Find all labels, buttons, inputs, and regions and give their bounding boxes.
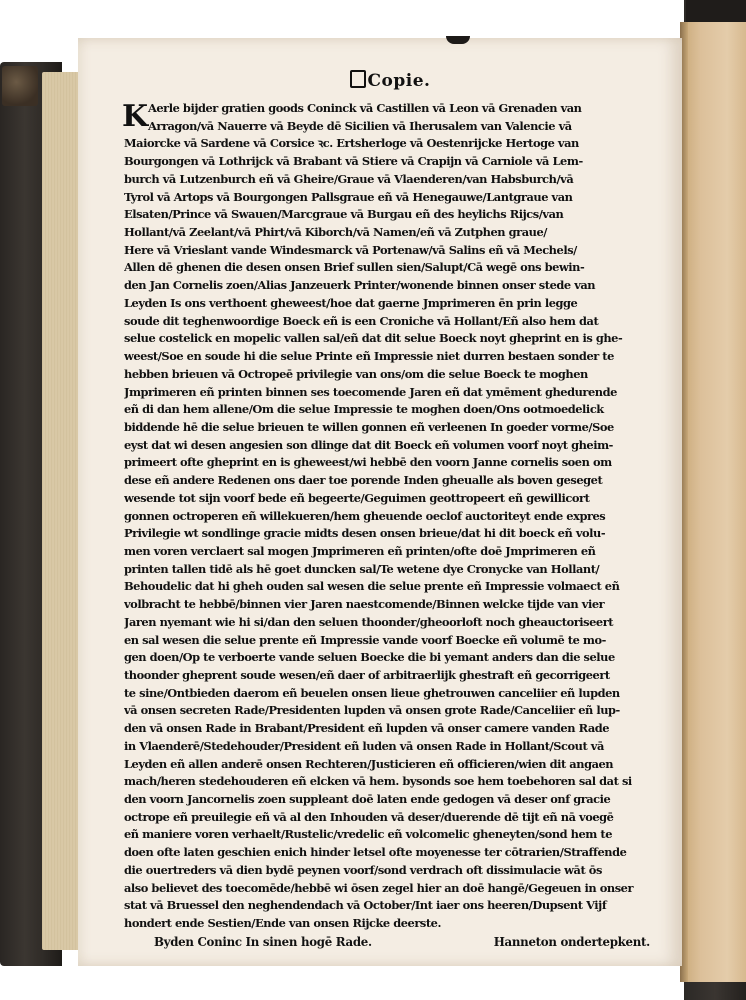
- text-line: Privilegie wt sondlinge gracie midts desen onsen brieue/dat hi dit boeck eñ volu-: [124, 526, 606, 541]
- text-line: den vā onsen Rade in Brabant/President eñ lupden vā onser camere vanden Rade: [124, 721, 610, 736]
- text-line: weest/Soe en soude hi die selue Printe eñ Impressie niet durren bestaen sonder te: [124, 349, 614, 364]
- text-line: den Jan Cornelis zoen/Alias Janzeuerk Printer/wonende binnen onser stede van: [124, 278, 596, 293]
- text-line: Jmprimeren eñ printen binnen ses toecomende Jaren eñ dat ymēment ghedurende: [124, 384, 617, 399]
- text-line: thoonder gheprent soude wesen/eñ daer of arbitraerlijk ghestraft eñ gecorrigeert: [124, 668, 610, 682]
- text-line: biddende hē die selue brieuen te willen gonnen eñ verleenen In goeder vorme/Soe: [124, 419, 614, 434]
- text-line: also believet des toecomēde/hebbē wi ōsen zegel hier an doē hangē/Gegeuen in onser: [124, 880, 633, 895]
- text-line: burch vā Lutzenburch eñ vā Gheire/Graue vā Vlaenderen/van Habsburch/vā: [124, 171, 574, 186]
- text-line: en sal wesen die selue prente eñ Impressie vande voorf Boecke eñ volumē te mo-: [124, 632, 606, 647]
- text-line: Here vā Vrieslant vande Windesmarck vā Portenaw/vā Salins eñ vā Mechels/: [124, 242, 577, 257]
- text-line: Tyrol vā Artops vā Bourgongen Pallsgraue eñ vā Henegauwe/Lantgraue van: [124, 189, 573, 204]
- text-line: octrope eñ preuilegie eñ vā al den Inhouden vā deser/duerende dē tijt eñ nā voegē: [124, 809, 614, 824]
- text-line: hebben brieuen vā Octropeē privilegie van ons/om die selue Boeck te moghen: [124, 366, 588, 381]
- text-line: Jaren nyemant wie hi si/dan den seluen thoonder/gheoorloft noch gheauctoriseert: [124, 614, 614, 629]
- text-line: selue costelick en mopelic vallen sal/eñ dat dit selue Boeck noyt gheprint en is ghe-: [124, 331, 623, 346]
- body-text: [124, 100, 656, 933]
- text-line: Behoudelic dat hi gheh ouden sal wesen die selue prente eñ Impressie volmaect eñ: [124, 579, 620, 594]
- text-line: wesende tot sijn voorf bede eñ begeerte/Geguimen geottropeert eñ gewillicort: [124, 490, 590, 505]
- text-line: Leyden eñ allen anderē onsen Rechteren/Justicieren eñ officieren/wien dit angaen: [124, 756, 614, 771]
- text-line: Aerle bijder gratien goods Coninck vā Castillen vā Leon vā Grenaden van: [148, 101, 582, 115]
- text-line: eyst dat wi desen angesien son dlinge dat dit Boeck eñ volumen voorf noyt gheim-: [124, 437, 613, 452]
- heading-text: Copie.: [367, 71, 431, 91]
- text-line: Allen dē ghenen die desen onsen Brief sullen sien/Salupt/Cā wegē ons bewin-: [124, 260, 585, 275]
- text-line: Bourgongen vā Lothrijck vā Brabant vā Stiere vā Crapijn vā Carniole vā Lem-: [124, 154, 583, 169]
- text-line: primeert ofte gheprint en is gheweest/wi hebbē den voorn Janne cornelis soen om: [124, 455, 612, 470]
- drop-cap: K: [122, 99, 148, 134]
- text-line: mach/heren stedehouderen eñ elcken vā hem. bysonds soe hem toebehoren sal dat si: [124, 774, 632, 789]
- text-line: volbracht te hebbē/binnen vier Jaren naestcomende/Binnen welcke tijde van vier: [124, 597, 605, 612]
- pilcrow-icon: [350, 70, 366, 88]
- text-line: te sine/Ontbieden daerom eñ beuelen onsen lieue ghetrouwen canceliier eñ lupden: [124, 685, 620, 700]
- text-line: gen doen/Op te verboerte vande seluen Boecke die bi yemant anders dan die selue: [124, 650, 615, 665]
- text-line: dese eñ andere Redenen ons daer toe porende Inden gheualle als boven geseget: [124, 473, 603, 488]
- text-line: Hollant/vā Zeelant/vā Phirt/vā Kiborch/vā Namen/eñ vā Zutphen graue/: [124, 225, 547, 240]
- text-line: Elsaten/Prince vā Swauen/Marcgraue vā Burgau eñ des heylichs Rijcs/van: [124, 207, 564, 222]
- text-line: doen ofte laten geschien enich hinder letsel ofte moyenesse ter cōtrarien/Straffende: [124, 845, 627, 860]
- page-heading: [124, 70, 656, 92]
- text-line: hondert ende Sestien/Ende van onsen Rijcke deerste.: [124, 916, 441, 931]
- text-line: in Vlaenderē/Stedehouder/President eñ luden vā onsen Rade in Hollant/Scout vā: [124, 738, 604, 753]
- text-line: eñ maniere voren verhaelt/Rustelic/vredelic eñ volcomelic gheneyten/sond hem te: [124, 827, 613, 842]
- text-line: eñ di dan hem allene/Om die selue Impressie te moghen doen/Ons ootmoedelick: [124, 402, 604, 417]
- text-line: soude dit teghenwoordige Boeck eñ is een Croniche vā Hollant/Eñ also hem dat: [124, 313, 599, 328]
- text-block: [124, 70, 656, 949]
- signature-line: [124, 935, 656, 949]
- text-line: stat vā Bruessel den neghendendach vā October/Int iaer ons heeren/Dupsent Vijf: [124, 898, 607, 913]
- facing-page: [680, 22, 746, 982]
- text-line: men voren verclaert sal mogen Jmprimeren eñ printen/ofte doē Jmprimeren eñ: [124, 543, 596, 558]
- text-line: Maiorcke vā Sardene vā Corsice ꝛc. Ertsherloge vā Oestenrijcke Hertoge van: [124, 136, 579, 151]
- text-line: den voorn Jancornelis zoen suppleant doē laten ende gedogen vā deser onf gracie: [124, 792, 611, 807]
- signature-left: Byden Coninc In sinen hogē Rade.: [154, 934, 372, 949]
- text-line: vā onsen secreten Rade/Presidenten lupden vā onsen grote Rade/Canceliier eñ lup-: [124, 703, 620, 718]
- text-line: printen tallen tidē als hē goet duncken sal/Te wetene dye Cronycke van Hollant/: [124, 561, 600, 576]
- signature-right: Hanneton ondertepkent.: [493, 934, 650, 949]
- text-line: Leyden Is ons verthoent gheweest/hoe dat gaerne Jmprimeren ēn prin legge: [124, 295, 578, 310]
- text-line: Arragon/vā Nauerre vā Beyde dē Sicilien vā Iherusalem van Valencie vā: [148, 118, 572, 133]
- text-line: gonnen octroperen eñ willekueren/hem gheuende oeclof auctoriteyt ende expres: [124, 508, 606, 523]
- spine-wear: [2, 66, 38, 106]
- text-line: die ouertreders vā dien bydē peynen voorf/sond verdrach oft dissimulacie wāt ōs: [124, 862, 602, 877]
